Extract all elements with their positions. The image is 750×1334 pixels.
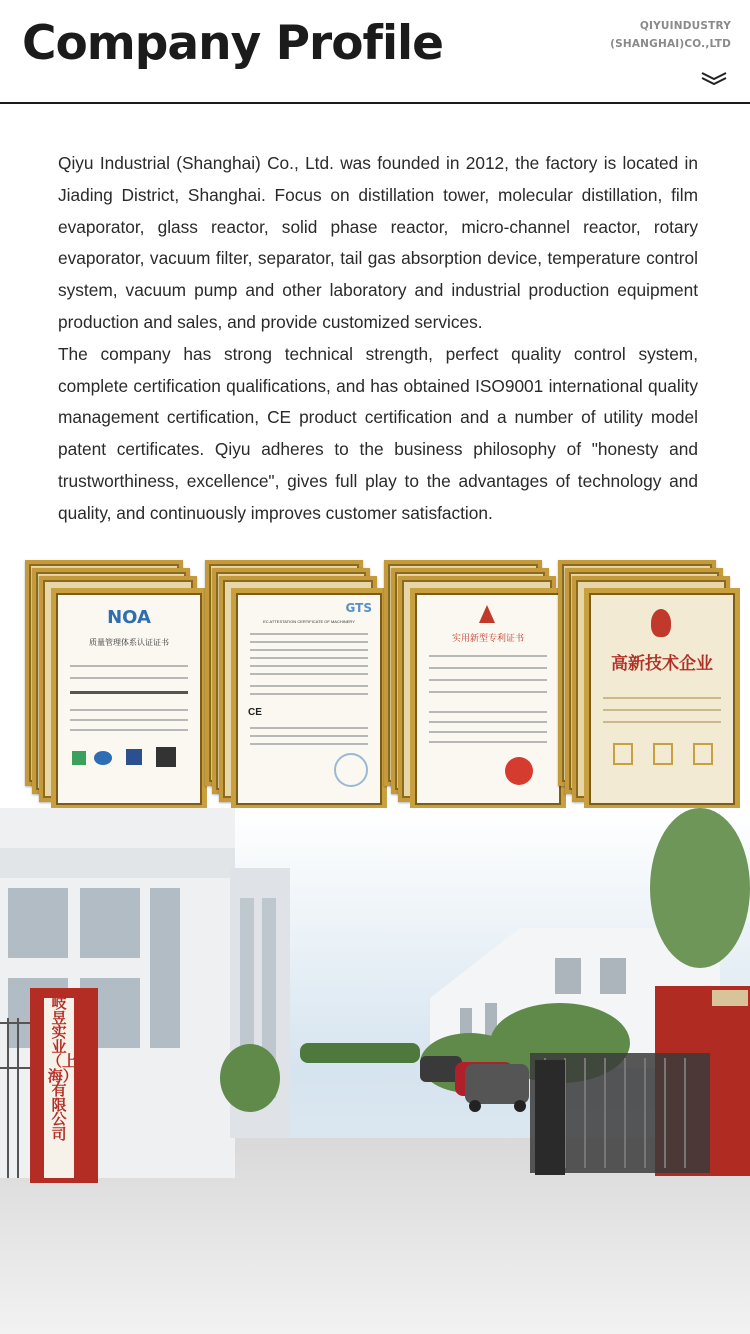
certificate-heading: 质量管理体系认证证书 — [89, 638, 169, 647]
page-header — [0, 0, 750, 104]
double-chevron-down-icon[interactable] — [700, 70, 728, 86]
gts-logo: GTS — [345, 601, 372, 615]
flame-emblem-icon — [651, 609, 671, 637]
noa-logo: NOA — [107, 607, 151, 628]
certificate-ce — [205, 556, 405, 806]
factory-entrance-photo — [0, 808, 750, 1334]
certificate-iso9001 — [25, 556, 225, 806]
brand-line-1: QIYUINDUSTRY — [639, 20, 731, 32]
certificate-heading: 实用新型专利证书 — [451, 633, 524, 643]
certificate-heading: 高新技术企业 — [611, 654, 713, 673]
company-brand — [610, 17, 731, 53]
brand-line-2: (SHANGHAI)CO.,LTD — [610, 38, 731, 50]
certificate-high-tech — [558, 556, 750, 806]
patent-emblem-icon — [479, 605, 495, 623]
certificate-sheet — [410, 588, 566, 810]
description-paragraph-2: The company has strong technical strength, perfect quality control system, complete certification qualifications, and has obtained ISO9001 international quality management certification, CE product certification and a number of utility model patent certificates. Qiyu adheres to the business philosophy of "honesty and trustworthiness, excellence", gives full play to the advantages of technology and quality, and continuously improves customer satisfaction. — [58, 343, 698, 523]
certificate-heading: EC ATTESTATION CERTIFICATE OF MACHINERY — [263, 619, 355, 624]
page-title: Company Profile — [22, 16, 444, 71]
certificate-patent — [384, 556, 584, 806]
certificates-gallery — [0, 556, 750, 808]
certificate-sheet — [584, 588, 740, 810]
header-divider — [0, 102, 750, 104]
description-paragraph-1: Qiyu Industrial (Shanghai) Co., Ltd. was founded in 2012, the factory is located in Jiading District, Shanghai. Focus on distillation tower, molecular distillation, film evaporator, glass reactor, solid phase reactor, micro-channel reactor, rotary evaporator, vacuum filter, separator, tail gas absorption device, temperature control system, vacuum pump and other laboratory and industrial production equipment production and sales, and provide customized services. — [58, 153, 698, 332]
certificate-sheet: GTS EC ATTESTATION CERTIFICATE OF MACHINERY CE — [231, 588, 387, 810]
company-description — [58, 148, 698, 530]
factory-scene — [0, 808, 750, 1334]
company-sign: 岐昱实业（上海）有限公司 — [47, 994, 78, 1143]
certificate-sheet — [51, 588, 207, 810]
